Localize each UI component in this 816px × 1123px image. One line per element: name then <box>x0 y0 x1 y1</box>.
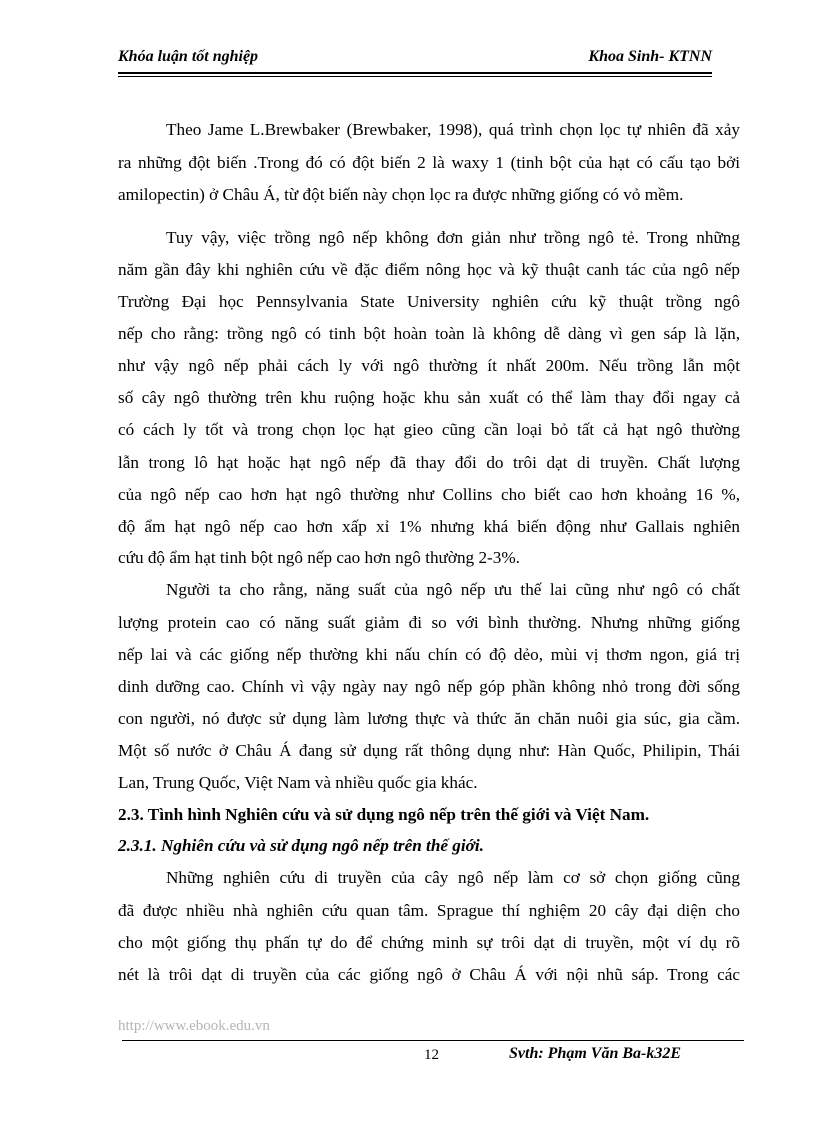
paragraph-1-line: amilopectin) ở Châu Á, từ đột biến này chọn lọc ra được những giống có vỏ mềm. <box>118 185 684 204</box>
paragraph-3-line: Một số nước ở Châu Á đang sử dụng rất thông dụng như: Hàn Quốc, Philipin, Thái <box>118 741 740 760</box>
paragraph-2-line: Tuy vậy, việc trồng ngô nếp không đơn giản như trồng ngô tẻ. Trong những <box>166 228 740 247</box>
paragraph-3-line: Lan, Trung Quốc, Việt Nam và nhiều quốc gia khác. <box>118 773 478 792</box>
paragraph-4-line: nét là trôi dạt di truyền của các giống ngô ở Châu Á với nội nhũ sáp. Trong các <box>118 965 740 984</box>
paragraph-4-line: cho một giống thụ phấn tự do để chứng minh sự trôi dạt di truyền, một ví dụ rõ <box>118 933 740 952</box>
header-thesis-title: Khóa luận tốt nghiệp <box>118 48 259 65</box>
paragraph-2-line: như vậy ngô nếp phải cách ly với ngô thường ít nhất 200m. Nếu trồng lẫn một <box>118 356 740 375</box>
paragraph-3-line: lượng protein cao có năng suất giảm đi so với bình thường. Nhưng những giống <box>118 613 740 632</box>
header-rule-thin <box>118 76 712 77</box>
paragraph-2-line: của ngô nếp cao hơn hạt ngô thường như Collins cho biết cao hơn khoảng 16 %, <box>118 485 740 504</box>
section-heading-2-3: 2.3. Tình hình Nghiên cứu và sử dụng ngô nếp trên thế giới và Việt Nam. <box>118 805 650 824</box>
footer-author: Svth: Phạm Văn Ba-k32E <box>509 1045 682 1062</box>
header-department: Khoa Sinh- KTNN <box>588 48 712 65</box>
paragraph-2-line: độ ẩm hạt ngô nếp cao hơn xấp xỉ 1% nhưng khá biến động như Gallais nghiên <box>118 517 740 536</box>
header-rule-thick <box>118 72 712 74</box>
paragraph-2-line: năm gần đây khi nghiên cứu về đặc điểm nông học và kỹ thuật canh tác của ngô nếp <box>118 260 740 279</box>
paragraph-4-line: Những nghiên cứu di truyền của cây ngô nếp làm cơ sở chọn giống cũng <box>166 868 740 887</box>
page-number: 12 <box>424 1047 439 1063</box>
page-header <box>118 48 712 70</box>
paragraph-3-line: dinh dưỡng cao. Chính vì vậy ngày nay ngô nếp góp phần không nhỏ trong đời sống <box>118 677 740 696</box>
paragraph-2-line: cứu độ ẩm hạt tinh bột ngô nếp cao hơn ngô thường 2-3%. <box>118 548 520 567</box>
paragraph-2-line: Trường Đại học Pennsylvania State University nghiên cứu kỹ thuật trồng ngô <box>118 292 740 311</box>
footer-rule <box>122 1040 744 1041</box>
paragraph-1-line: ra những đột biến .Trong đó có đột biến 2 là waxy 1 (tinh bột của hạt có cấu tạo bởi <box>118 153 740 172</box>
footer-ebook-link[interactable]: http://www.ebook.edu.vn <box>118 1018 270 1034</box>
paragraph-1-line: Theo Jame L.Brewbaker (Brewbaker, 1998), quá trình chọn lọc tự nhiên đã xảy <box>166 120 740 139</box>
paragraph-4-line: đã được nhiều nhà nghiên cứu quan tâm. Sprague thí nghiệm 20 cây đại diện cho <box>118 901 740 920</box>
paragraph-3-line: nếp lai và các giống nếp thường khi nấu chín có độ dẻo, mùi vị thơm ngon, giá trị <box>118 645 740 664</box>
subsection-heading-2-3-1: 2.3.1. Nghiên cứu và sử dụng ngô nếp trên thế giới. <box>118 836 484 855</box>
paragraph-3-line: Người ta cho rằng, năng suất của ngô nếp ưu thế lai cũng như ngô có chất <box>166 580 740 599</box>
paragraph-2-line: nếp cho rằng: trồng ngô có tinh bột hoàn toàn là không dễ dàng vì gen sáp là lặn, <box>118 324 740 343</box>
paragraph-2-line: số cây ngô thường trên khu ruộng hoặc khu sản xuất có thể làm thay đổi ngay cả <box>118 388 740 407</box>
paragraph-2-line: lẫn trong lô hạt hoặc hạt ngô nếp đã thay đổi do trôi dạt di truyền. Chất lượng <box>118 453 740 472</box>
paragraph-3-line: con người, nó được sử dụng làm lương thực và thức ăn chăn nuôi gia súc, gia cầm. <box>118 709 740 728</box>
paragraph-2-line: có cách ly tốt và trong chọn lọc hạt gieo cũng cần loại bỏ tất cả hạt ngô thường <box>118 420 740 439</box>
